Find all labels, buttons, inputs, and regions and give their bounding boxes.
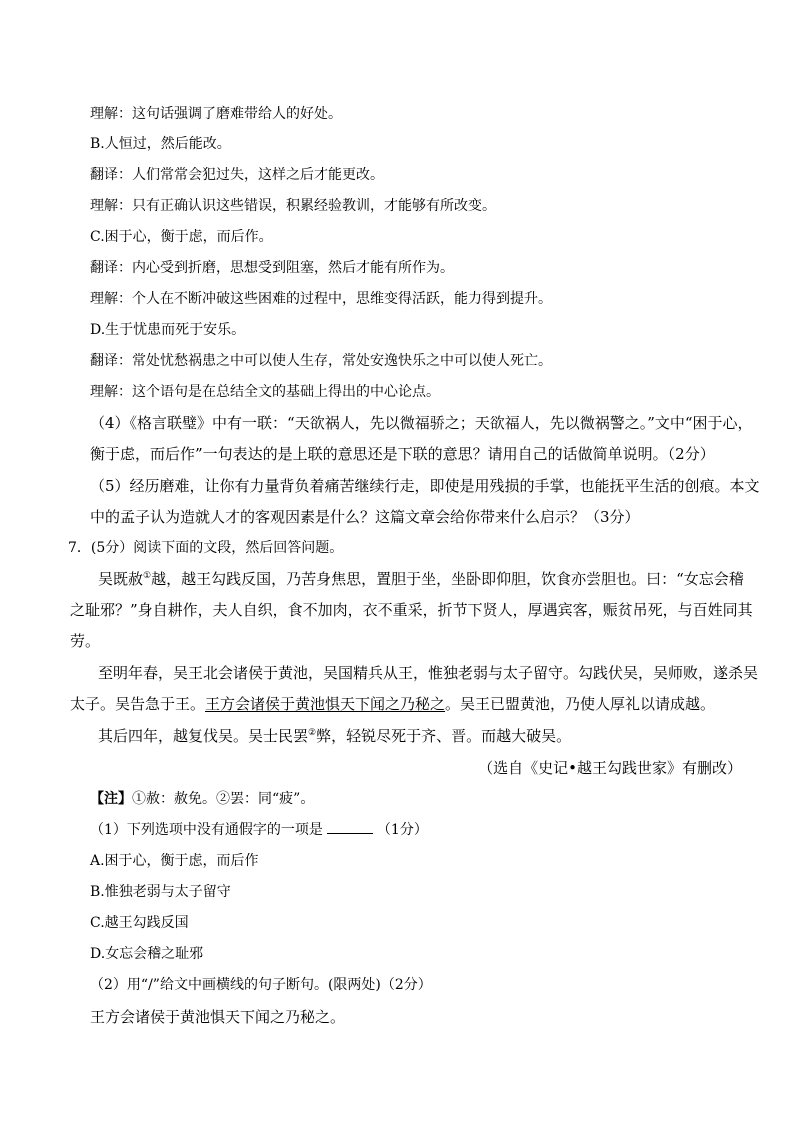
passage-text: 。吴王已盟黄池，乃使人厚礼以请成越。 [445, 695, 716, 713]
passage-p2-line2 [70, 694, 715, 714]
passage-text: 其后四年，越复伐吴。吴士民罢 [98, 727, 309, 745]
passage-text: 弊，轻锐尽死于齐、晋。而越大破吴。 [316, 727, 572, 745]
choice-b: B.惟独老弱与太子留守 [90, 884, 231, 900]
passage-p2-line1: 至明年春，吴王北会诸侯于黄池，吴国精兵从王，惟独老弱与太子留守。勾践伏吴，吴师败，遂杀吴 [98, 664, 759, 682]
translation-d: 翻译：常处忧愁祸患之中可以使人生存，常处安逸快乐之中可以使人死亡。 [90, 353, 552, 369]
choice-a: A.困于心，衡于虑，而后作 [90, 853, 259, 869]
sub-question-1 [90, 820, 428, 840]
passage-text: 太子。吴告急于王。 [70, 695, 206, 713]
understanding-b: 理解：只有正确认识这些错误，积累经验教训，才能够有所改变。 [90, 198, 496, 214]
passage-p1-line1 [98, 569, 744, 589]
footnote-marker-1: ① [143, 571, 152, 581]
answer-blank[interactable] [327, 821, 373, 834]
passage-p1-line3: 劳。 [70, 632, 101, 650]
option-b-quote: B.人恒过，然后能改。 [90, 136, 231, 152]
question-5-line2: 中的孟子认为造就人才的客观因素是什么？这篇文章会给你带来什么启示？（3分） [90, 508, 640, 526]
understanding-c: 理解：个人在不断冲破这些困难的过程中，思维变得活跃，能力得到提升。 [90, 291, 552, 307]
option-d-quote: D.生于忧患而死于安乐。 [90, 322, 246, 338]
translation-b: 翻译：人们常常会犯过失，这样之后才能更改。 [90, 167, 384, 183]
passage-p3 [98, 726, 571, 746]
footnote-line [90, 789, 314, 809]
passage-source: （选自《史记•越王勾践世家》有删改） [478, 759, 742, 777]
choice-d: D.女忘会稽之耻邪 [90, 946, 204, 962]
question-4-line1: （4）《格言联璧》中有一联：“天欲祸人，先以微福骄之；天欲福人，先以微祸警之。”文中“困于心， [90, 414, 753, 432]
footnote-text: ①赦：赦免。②罢：同“疲”。 [132, 791, 315, 807]
underlined-sentence: 王方会诸侯于黄池惧天下闻之乃秘之 [205, 695, 446, 713]
sub-question-1-score: （1分） [376, 822, 428, 838]
question-7-header: 7．(5分）阅读下面的文段，然后回答问题。 [68, 540, 344, 556]
passage-text: 越，越王勾践反国，乃苦身焦思，置胆于坐，坐卧即仰胆，饮食亦尝胆也。曰：“女忘会稽 [151, 570, 744, 588]
option-c-quote: C.困于心，衡于虑，而后作。 [90, 229, 273, 245]
footnote-marker-2: ② [308, 728, 317, 738]
understanding-a: 理解：这句话强调了磨难带给人的好处。 [90, 106, 342, 122]
sub-question-2-sentence: 王方会诸侯于黄池惧天下闻之乃秘之。 [90, 1008, 346, 1026]
translation-c: 翻译：内心受到折磨，思想受到阻塞，然后才能有所作为。 [90, 260, 454, 276]
passage-p1-line2: 之耻邪？”身自耕作，夫人自织，食不加肉，衣不重采，折节下贤人，厚遇宾客，赈贫吊死，与百姓同其 [70, 601, 753, 619]
passage-text: 吴既赦 [98, 570, 144, 588]
question-4-line2: 衡于虑，而后作”一句表达的是上联的意思还是下联的意思？请用自己的话做简单说明。（2分） [90, 445, 715, 463]
footnote-label: 【注】 [90, 791, 132, 807]
sub-question-1-text: （1）下列选项中没有通假字的一项是 [90, 822, 323, 838]
understanding-d: 理解：这个语句是在总结全文的基础上得出的中心论点。 [90, 384, 440, 400]
choice-c: C.越王勾践反国 [90, 915, 189, 931]
question-5-line1: （5）经历磨难，让你有力量背负着痛苦继续行走，即使是用残损的手掌，也能抚平生活的创痕。本文 [90, 477, 760, 495]
sub-question-2: （2）用“/”给文中画横线的句子断句。(限两处)（2分） [90, 977, 432, 993]
